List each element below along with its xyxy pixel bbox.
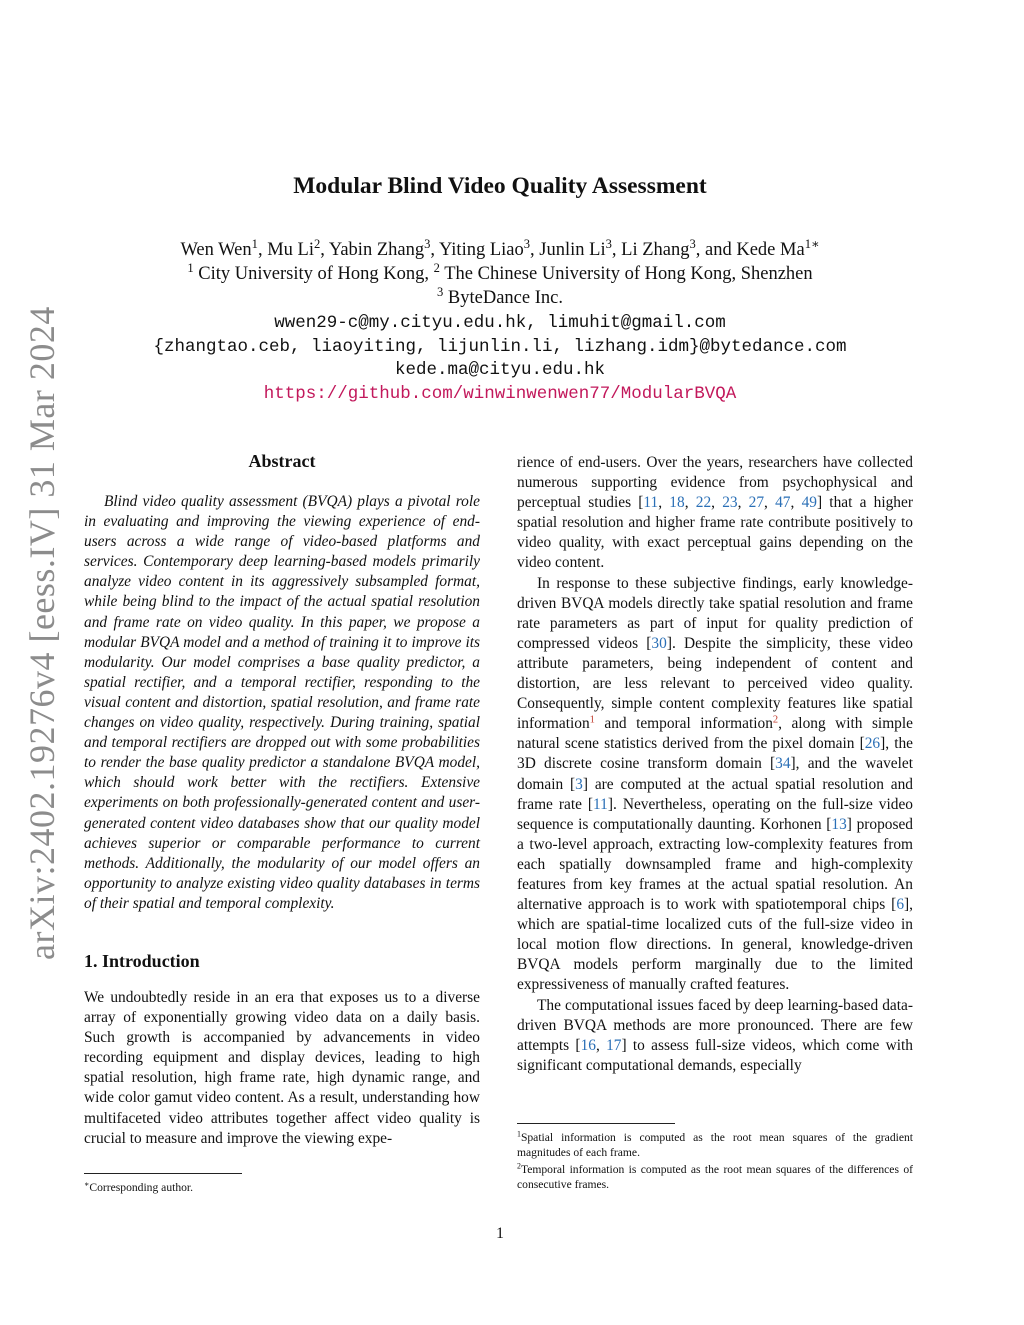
citation-link[interactable]: 27 <box>748 494 765 512</box>
author-name: Wen Wen <box>180 240 252 260</box>
author-name: Junlin Li <box>539 240 606 260</box>
affiliation-line-2: $^3$ ByteDance Inc. <box>437 285 563 308</box>
citation-link[interactable]: 30 <box>651 634 667 652</box>
citation-link[interactable]: 47 <box>775 494 791 512</box>
left-column <box>84 450 480 1149</box>
arxiv-stamp-text: arXiv:2402.19276v4 [eess.IV] 31 Mar 2024 <box>22 306 62 960</box>
citation-link[interactable]: 11 <box>643 494 659 512</box>
email-line-3: kede.ma@cityu.edu.hk <box>394 360 606 380</box>
citation-link[interactable]: 22 <box>695 494 712 512</box>
github-link[interactable]: https://github.com/winwinwenwen77/ModularBVQA <box>263 384 737 404</box>
abstract-body: Blind video quality assessment (BVQA) plays a pivotal role in evaluating and improving the viewing experience of end-users across a wide range of video-based platforms and services. Contemporary deep learning-based models primarily analyze video content in its aggressively subsampled format, while being blind to the impact of the actual spatial resolution and frame rate on video quality. In this paper, we propose a modular BVQA model and a method of training it to improve its modularity. Our model comprises a base quality predictor, a spatial rectifier, and a temporal rectifier, responding to the visual content and distortion, spatial resolution, and frame rate changes on video quality, respectively. During training, spatial and temporal rectifiers are dropped out with some probabilities to render the base quality predictor a standalone BVQA model, which should work better with the rectifiers. Extensive experiments on both professionally-generated content and user-generated content video databases show that our quality model achieves superior or comparable performance to current methods. Additionally, the modularity of our model offers an opportunity to analyze existing video quality databases in terms of their spatial and temporal complexity. <box>84 493 480 912</box>
footnote-2: $^2$Temporal information is computed as the root mean squares of the differences of consecutive frames. <box>517 1161 913 1191</box>
footnote-divider <box>84 1173 242 1174</box>
citation-link[interactable]: 18 <box>669 494 685 512</box>
author-name: Li Zhang <box>621 240 690 260</box>
right-column <box>517 453 913 1076</box>
intro-paragraph: We undoubtedly reside in an era that exposes us to a diverse array of exponentially growing video data on a daily basis. Such growth is accompanied by advancements in video recording equipment and display devices, leading to high spatial resolution, high frame rate, high dynamic range, and wide color gamut video content. As a result, understanding how multifaceted video attributes together affect video quality is crucial to measure and improve the viewing expe- <box>84 988 480 1147</box>
email-line-2: {zhangtao.ceb, liaoyiting, lijunlin.li, lizhang.idm}@bytedance.com <box>153 337 847 357</box>
footnote-divider <box>517 1123 675 1124</box>
github-link-line <box>0 384 1000 404</box>
arxiv-stamp <box>22 306 62 960</box>
citation-link[interactable]: 49 <box>801 494 817 512</box>
citation-link[interactable]: 11 <box>593 795 608 813</box>
email-line-1: wwen29-c@my.cityu.edu.hk, limuhit@gmail.com <box>274 313 726 333</box>
footnote-link[interactable]: 1 <box>589 714 595 726</box>
citation-link[interactable]: 6 <box>896 896 905 914</box>
author-name: Mu Li <box>267 240 314 260</box>
citation-link[interactable]: 16 <box>580 1036 596 1054</box>
citation-link[interactable]: 3 <box>575 775 583 793</box>
paper-title: Modular Blind Video Quality Assessment <box>293 173 707 199</box>
citation-link[interactable]: 23 <box>722 494 738 512</box>
page-number: 1 <box>496 1225 504 1242</box>
citation-link[interactable]: 26 <box>864 735 881 753</box>
corresponding-author-footnote: ∗Corresponding author. <box>84 1179 194 1194</box>
abstract-heading: Abstract <box>248 451 316 471</box>
author-name: Kede Ma <box>736 240 805 260</box>
right-paragraph-1: rience of end-users. Over the years, researchers have collected numerous supporting evidence from psychophysical and perceptual studies [11, 18, 22, 23, 27, 47, 49] that a higher spatial resolution and higher frame rate contribute positively to video quality, with exact perceptual gains depending on the video content. <box>517 454 913 572</box>
right-footnotes <box>517 1130 913 1194</box>
right-paragraph-2: In response to these subjective findings, early knowledge-driven BVQA models directly take spatial resolution and frame rate parameters as part of input for quality prediction of compressed videos [30]. Despite the simplicity, these video attribute parameters, being independent of content and distortion, are less relevant to perceived video quality. Consequently, simple content complexity features like spatial information$^1$ and temporal information$^2$, along with simple natural scene statistics derived from the pixel domain [26], the 3D discrete cosine transform domain [34], and the wavelet domain [3] are computed at the actual spatial resolution and frame rate [11]. Nevertheless, operating on the full-size video sequence is computationally daunting. Korhonen [13] proposed a two-level approach, extracting low-complexity features from each spatially downsampled frame and high-complexity features from key frames at the actual spatial resolution. An alternative approach is to work with spatiotemporal chips [6], which are spatial-time localized cuts of the full-size video in local motion flow directions. In general, knowledge-driven BVQA models perform marginally due to the limited expressiveness of manually crafted features. <box>517 574 913 994</box>
affiliation-line-1: $^1$ City University of Hong Kong, $^2$ The Chinese University of Hong Kong, Shenzhen <box>187 261 813 284</box>
citation-link[interactable]: 17 <box>606 1036 622 1054</box>
footnote-1: $^1$Spatial information is computed as the root mean squares of the gradient magnitudes of each frame. <box>517 1129 913 1159</box>
author-list: Wen Wen$^1$, Mu Li$^2$, Yabin Zhang$^3$, Yiting Liao$^3$, Junlin Li$^3$, Li Zhang$^3$, and Kede $Ma^{1∗}$ <box>180 237 820 260</box>
footnote-link[interactable]: 2 <box>772 714 779 726</box>
introduction-heading: 1. Introduction <box>84 950 200 971</box>
citation-link[interactable]: 13 <box>831 815 847 833</box>
citation-link[interactable]: 34 <box>775 755 791 773</box>
right-paragraph-3: The computational issues faced by deep learning-based data-driven BVQA methods are more pronounced. There are few attempts [16, 17] to assess full-size videos, which come with significant computational demands, especially <box>517 996 913 1074</box>
author-name: Yiting Liao <box>438 240 524 260</box>
author-name: Yabin Zhang <box>328 240 425 260</box>
